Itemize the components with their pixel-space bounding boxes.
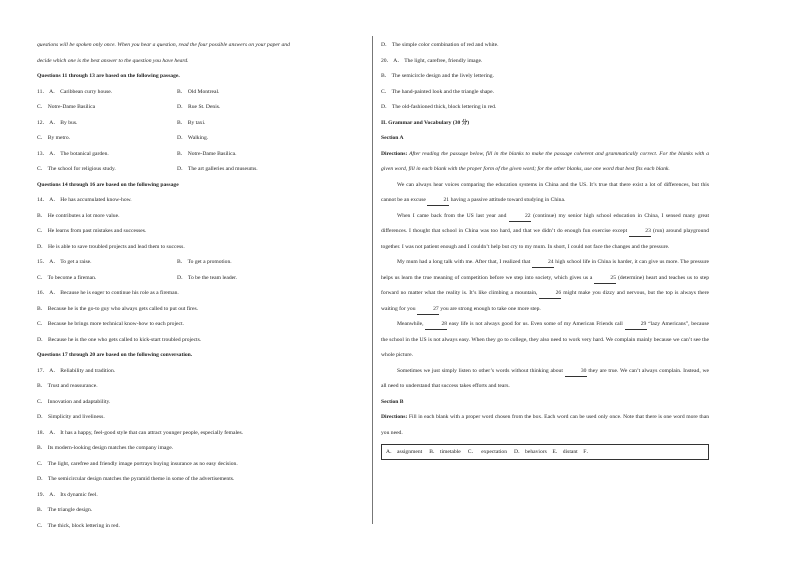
option-15-a: 15． A． To get a raise. (37, 259, 92, 265)
passage-paragraph-1 (381, 178, 709, 209)
option-12-c: C． By metro. (37, 135, 71, 141)
option-20-d: D． The old-fashioned thick, block lettering in red. (381, 104, 497, 110)
option-20-c: C． The hand-painted look and the triangle shape. (381, 88, 494, 95)
intro-line-2: decide which one is the best answer to the question you have heard. (37, 57, 189, 64)
passage-text: Meanwhile, (397, 321, 426, 327)
passage-text: might make you dizzy and nervous, but the top is always there waiting for you (381, 290, 709, 312)
option-14-a: 14． A． He has accumulated know-how. (37, 197, 132, 203)
option-11-d: D． Rue St. Denis. (177, 104, 221, 110)
option-16-a: 16． A． Because he is eager to continue his role as a fireman. (37, 290, 179, 296)
question-12-row-2 (37, 131, 365, 147)
option-12-a: 12． A． By bus. (37, 119, 78, 126)
option-19-b: B． The triangle design. (37, 507, 93, 513)
option-13-b: B． Notre-Dame Basilica. (177, 150, 237, 157)
questions-11-13-heading: Questions 11 through 13 are based on the following passage. (37, 73, 180, 79)
directions-label: Directions: (381, 414, 408, 420)
option-18-c: C． The light, carefree and friendly image portrays buying insurance as no easy decision. (37, 460, 238, 467)
passage-text: (determine) heart and teaches us to step forward no matter what the reality is. It’s like climbing a mountain, (381, 274, 709, 296)
option-16-c: C． Because he brings more technical know-how to each project. (37, 321, 184, 327)
passage-paragraph-5 (381, 364, 709, 395)
passage-text: easy life is not always good for us. Even some of my American Friends call (447, 321, 625, 327)
directions-text: Fill in each blank with a proper word chosen from the box. Each word can be used only once. Note that there is one word more than you need. (381, 414, 709, 436)
blank-29[interactable]: 29 (625, 320, 647, 330)
blank-21[interactable]: 21 (427, 196, 449, 206)
option-19-a: 19． A． Its dynamic feel. (37, 491, 98, 498)
option-12-b: B． By taxi. (177, 119, 206, 126)
question-13-row-2 (37, 162, 365, 178)
question-12-row-1 (37, 116, 365, 132)
left-column (37, 38, 365, 534)
option-13-d: D． The art galleries and museums. (177, 166, 258, 172)
option-12-d: D． Walking. (177, 135, 209, 141)
passage-text: My mum had a long talk with me. After that, I realized that (397, 259, 532, 265)
directions-label: Directions: (381, 150, 408, 157)
intro-line-1: questions will be spoken only once. When you hear a question, read the four possible answers on your paper and (37, 42, 290, 48)
option-18-b: B． Its modern-looking design matches the company image. (37, 445, 174, 451)
option-18-d: D． The semicircular design matches the pyramid theme in some of the advertisements. (37, 476, 235, 482)
blank-23[interactable]: 23 (629, 227, 651, 237)
passage-text: you are strong enough to take one more step. (438, 305, 541, 312)
question-11-row-1 (37, 85, 365, 101)
option-17-c: C． Innovation and adaptability. (37, 398, 111, 405)
passage-text: When I came back from the US last year and (397, 212, 509, 219)
option-14-c: C． He learns from past mistakes and successes. (37, 228, 147, 234)
blank-22[interactable]: 22 (509, 212, 531, 222)
option-15-b: B． To get a promotion. (177, 259, 232, 265)
questions-14-16-heading: Questions 14 through 16 are based on the following passage (37, 181, 179, 188)
option-15-c: C． To become a fireman. (37, 274, 97, 281)
column-divider (372, 36, 373, 524)
question-13-row-1 (37, 147, 365, 163)
blank-26[interactable]: 26 (539, 289, 561, 299)
option-13-a: 13． A． The botanical garden. (37, 150, 109, 157)
option-18-a: 18． A． It has a happy, feel-good style that can attract younger people, especially females. (37, 429, 244, 436)
option-16-b: B． Because he is the go-to guy who always gets called to put out fires. (37, 305, 199, 312)
option-16-d: D． Because he is the one who gets called to kick-start troubled projects. (37, 336, 202, 343)
passage-text: Sometimes we just simply listen to other’s words without thinking about (397, 367, 565, 374)
section-b-heading: Section B (381, 398, 404, 405)
option-19-d: D． The simple color combination of red and white. (381, 42, 499, 48)
passage-text: “lazy Americans”, because the school in the US is not always easy. When they go to college, they also need to work very hard. We complain mainly because we can’t see the whole picture. (381, 321, 709, 358)
passage-paragraph-2 (381, 209, 709, 256)
questions-17-20-heading: Questions 17 through 20 are based on the following conversation. (37, 352, 193, 358)
option-20-a: 20． A． The light, carefree, friendly image. (381, 57, 483, 64)
section-a-heading: Section A (381, 135, 404, 141)
passage-text: high school life in China is harder, it can give us more. The pressure helps us learn the true meaning of competition before we step into society, which gives us a (381, 259, 709, 281)
option-11-b: B． Old Montreal. (177, 88, 220, 95)
question-15-row-1 (37, 255, 365, 271)
option-14-b: B． He contributes a lot more value. (37, 212, 120, 219)
option-13-c: C． The school for religious study. (37, 166, 116, 172)
option-17-b: B． Trust and reassurance. (37, 383, 98, 389)
passage-text: We can always hear voices comparing the education systems in China and the US. It’s true that there exist a lot of differences, but this cannot be an excuse (381, 181, 709, 203)
section-title: II. Grammar and Vocabulary (30 分) (381, 119, 470, 126)
option-15-d: D． To be the team leader. (177, 274, 238, 281)
option-17-d: D． Simplicity and liveliness. (37, 414, 105, 420)
blank-27[interactable]: 27 (417, 305, 439, 315)
option-14-d: D． He is able to save troubled projects and lead them to success. (37, 243, 185, 250)
passage-text: (continue) my senior high school education in China, I sensed many great differences. I thought that school in China was too hard, and that we didn’t do enough fun exercise except (381, 212, 710, 234)
option-17-a: 17． A． Reliability and tradition. (37, 367, 116, 374)
option-11-c: C． Notre-Dame Basilica (37, 104, 96, 110)
right-column (381, 38, 709, 460)
section-a-directions (381, 147, 709, 178)
question-15-row-2 (37, 271, 365, 287)
blank-30[interactable]: 30 (565, 367, 587, 377)
blank-24[interactable]: 24 (532, 258, 554, 268)
option-11-a: 11． A． Caribbean curry house. (37, 88, 113, 95)
blank-28[interactable]: 28 (425, 320, 447, 330)
question-11-row-2 (37, 100, 365, 116)
option-19-c: C． The thick, block lettering in red. (37, 522, 120, 529)
word-box: A． assignment B． timetable C． expectation D． behaviors E． distant F． (381, 444, 709, 460)
blank-25[interactable]: 25 (594, 274, 616, 284)
passage-text: having a passive attitude toward studying in China. (449, 197, 566, 203)
directions-text: After reading the passage below, fill in the blanks to make the passage coherent and grammatically correct. For the blanks with a given word, fill in each blank with the proper form of the given word; for the other blanks, use one word that best fits each blank. (381, 150, 709, 172)
passage-paragraph-3 (381, 255, 709, 317)
section-b-directions (381, 410, 709, 441)
option-20-b: B． The semicircle design and the lively lettering. (381, 73, 494, 79)
passage-text: they are true. We can’t always complain. Instead, we all need to understand that success takes efforts and tears. (381, 367, 709, 389)
passage-paragraph-4 (381, 317, 709, 364)
passage-text: (run) around playground together. I was not patient enough and I couldn’t help but cry to my mum. In short, I could not face the changes and the pressure. (381, 228, 709, 250)
